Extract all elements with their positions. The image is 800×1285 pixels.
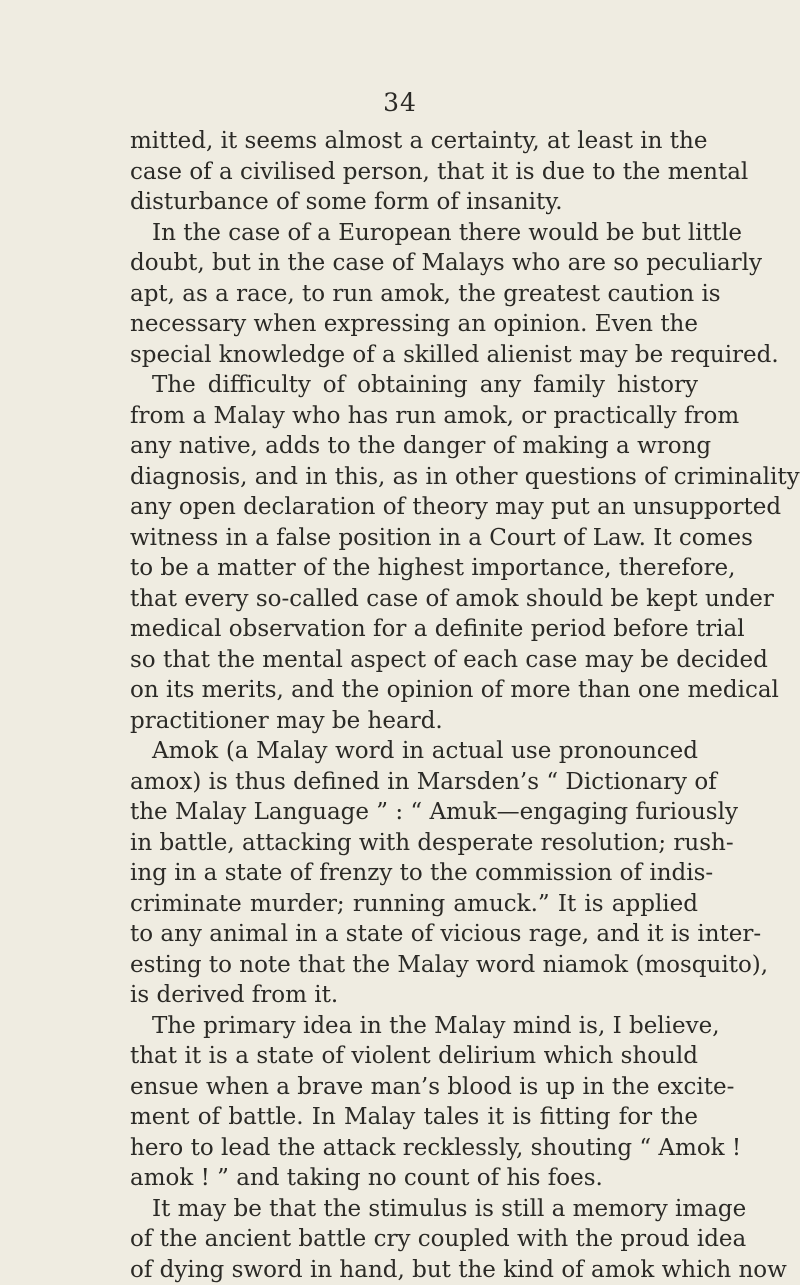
text-line: any open declaration of theory may put an unsupported (130, 492, 698, 523)
text-line: In the case of a European there would be but little (130, 218, 698, 249)
text-line: hero to lead the attack recklessly, shouting “ Amok ! (130, 1133, 698, 1164)
text-line: any native, adds to the danger of making a wrong (130, 431, 698, 462)
text-line: that it is a state of violent delirium which should (130, 1041, 698, 1072)
text-line: of the ancient battle cry coupled with the proud idea (130, 1224, 698, 1255)
text-line: the Malay Language ” : “ Amuk—engaging furiously (130, 797, 698, 828)
text-line: necessary when expressing an opinion. Even the (130, 309, 698, 340)
text-line: ment of battle. In Malay tales it is fitting for the (130, 1102, 698, 1133)
text-line: mitted, it seems almost a certainty, at least in the (130, 126, 698, 157)
text-line: esting to note that the Malay word niamok (mosquito), (130, 950, 698, 981)
text-line: criminate murder; running amuck.” It is applied (130, 889, 698, 920)
text-line: to any animal in a state of vicious rage, and it is inter- (130, 919, 698, 950)
text-line: special knowledge of a skilled alienist may be required. (130, 340, 698, 371)
text-line: It may be that the stimulus is still a memory image (130, 1194, 698, 1225)
text-line: Amok (a Malay word in actual use pronounced (130, 736, 698, 767)
text-line: is derived from it. (130, 980, 698, 1011)
text-line: apt, as a race, to run amok, the greatest caution is (130, 279, 698, 310)
body-text (130, 126, 698, 1285)
text-line: disturbance of some form of insanity. (130, 187, 698, 218)
text-line: ing in a state of frenzy to the commission of indis- (130, 858, 698, 889)
text-line: The difficulty of obtaining any family history (130, 370, 698, 401)
text-line: The primary idea in the Malay mind is, I believe, (130, 1011, 698, 1042)
text-line: of dying sword in hand, but the kind of amok which now (130, 1255, 698, 1285)
text-line: ensue when a brave man’s blood is up in the excite- (130, 1072, 698, 1103)
text-line: in battle, attacking with desperate resolution; rush- (130, 828, 698, 859)
text-line: to be a matter of the highest importance, therefore, (130, 553, 698, 584)
text-line: that every so-called case of amok should be kept under (130, 584, 698, 615)
text-line: on its merits, and the opinion of more than one medical (130, 675, 698, 706)
text-line: amok ! ” and taking no count of his foes. (130, 1163, 698, 1194)
text-line: witness in a false position in a Court of Law. It comes (130, 523, 698, 554)
text-line: amox) is thus defined in Marsden’s “ Dictionary of (130, 767, 698, 798)
text-line: diagnosis, and in this, as in other questions of criminality (130, 462, 698, 493)
page-number: 34 (0, 88, 800, 117)
text-line: so that the mental aspect of each case may be decided (130, 645, 698, 676)
text-line: from a Malay who has run amok, or practically from (130, 401, 698, 432)
text-line: practitioner may be heard. (130, 706, 698, 737)
text-line: doubt, but in the case of Malays who are so peculiarly (130, 248, 698, 279)
text-line: case of a civilised person, that it is due to the mental (130, 157, 698, 188)
text-line: medical observation for a definite period before trial (130, 614, 698, 645)
